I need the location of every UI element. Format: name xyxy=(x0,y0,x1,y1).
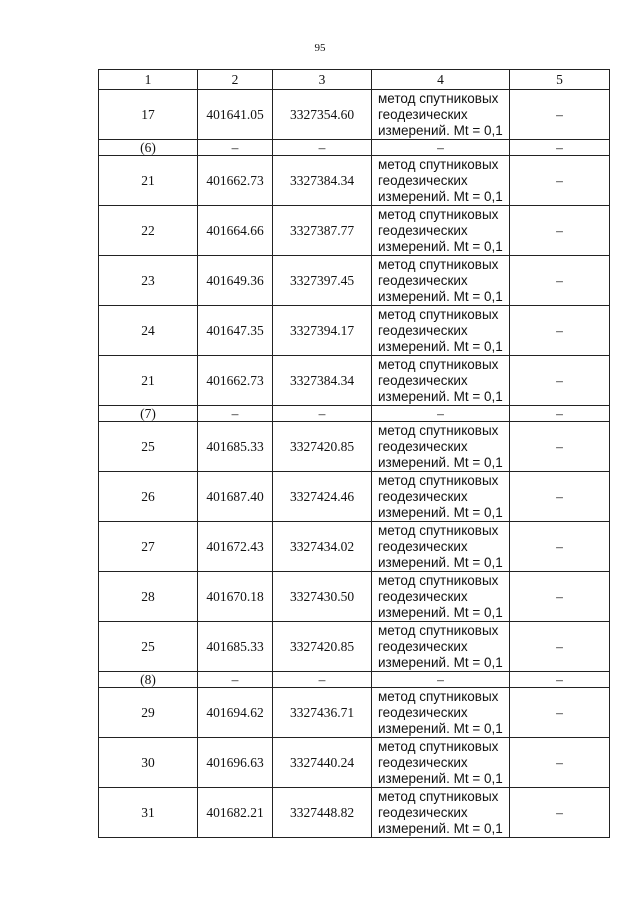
point-number-cell: 31 xyxy=(99,788,198,838)
page-number: 95 xyxy=(314,42,326,54)
x-coordinate-cell: 401662.73 xyxy=(198,356,273,406)
header-cell-1: 1 xyxy=(99,70,198,90)
point-number-cell: 22 xyxy=(99,206,198,256)
y-coordinate-cell: 3327424.46 xyxy=(273,472,372,522)
y-coordinate-cell: 3327354.60 xyxy=(273,90,372,140)
table-row xyxy=(99,522,610,572)
note-cell: – xyxy=(510,522,610,572)
y-coordinate-cell: 3327397.45 xyxy=(273,256,372,306)
point-number-cell: 23 xyxy=(99,256,198,306)
y-coordinate-cell: 3327384.34 xyxy=(273,156,372,206)
table-row xyxy=(99,90,610,140)
header-cell-3: 3 xyxy=(273,70,372,90)
x-coordinate-cell: – xyxy=(198,140,273,156)
table-body xyxy=(99,90,610,838)
table-row xyxy=(99,422,610,472)
y-coordinate-cell: 3327434.02 xyxy=(273,522,372,572)
method-cell: – xyxy=(372,406,510,422)
note-cell: – xyxy=(510,688,610,738)
coordinates-table xyxy=(98,69,610,838)
method-cell: метод спутниковых геодезических измерений. Mt = 0,1 xyxy=(372,622,510,672)
point-number-cell: 17 xyxy=(99,90,198,140)
note-cell: – xyxy=(510,422,610,472)
y-coordinate-cell: – xyxy=(273,140,372,156)
table-row xyxy=(99,472,610,522)
point-number-cell: 25 xyxy=(99,422,198,472)
method-cell: метод спутниковых геодезических измерений. Mt = 0,1 xyxy=(372,256,510,306)
method-cell: метод спутниковых геодезических измерений. Mt = 0,1 xyxy=(372,90,510,140)
method-cell: метод спутниковых геодезических измерений. Mt = 0,1 xyxy=(372,572,510,622)
point-number-cell: 29 xyxy=(99,688,198,738)
point-number-cell: 21 xyxy=(99,356,198,406)
header-cell-2: 2 xyxy=(198,70,273,90)
x-coordinate-cell: 401647.35 xyxy=(198,306,273,356)
point-number-cell: 27 xyxy=(99,522,198,572)
method-cell: – xyxy=(372,140,510,156)
table-row xyxy=(99,572,610,622)
x-coordinate-cell: 401685.33 xyxy=(198,622,273,672)
point-number-cell: 21 xyxy=(99,156,198,206)
table-row xyxy=(99,622,610,672)
method-cell: – xyxy=(372,672,510,688)
note-cell: – xyxy=(510,140,610,156)
header-cell-5: 5 xyxy=(510,70,610,90)
y-coordinate-cell: – xyxy=(273,672,372,688)
table-row xyxy=(99,306,610,356)
point-number-cell: (7) xyxy=(99,406,198,422)
method-cell: метод спутниковых геодезических измерений. Mt = 0,1 xyxy=(372,306,510,356)
table-header-row xyxy=(99,70,610,90)
y-coordinate-cell: – xyxy=(273,406,372,422)
x-coordinate-cell: 401696.63 xyxy=(198,738,273,788)
x-coordinate-cell: 401694.62 xyxy=(198,688,273,738)
point-number-cell: (8) xyxy=(99,672,198,688)
method-cell: метод спутниковых геодезических измерений. Mt = 0,1 xyxy=(372,422,510,472)
note-cell: – xyxy=(510,206,610,256)
note-cell: – xyxy=(510,156,610,206)
x-coordinate-cell: – xyxy=(198,406,273,422)
y-coordinate-cell: 3327448.82 xyxy=(273,788,372,838)
x-coordinate-cell: 401687.40 xyxy=(198,472,273,522)
y-coordinate-cell: 3327420.85 xyxy=(273,422,372,472)
y-coordinate-cell: 3327394.17 xyxy=(273,306,372,356)
note-cell: – xyxy=(510,90,610,140)
note-cell: – xyxy=(510,672,610,688)
method-cell: метод спутниковых геодезических измерений. Mt = 0,1 xyxy=(372,156,510,206)
method-cell: метод спутниковых геодезических измерений. Mt = 0,1 xyxy=(372,522,510,572)
contour-separator-row xyxy=(99,672,610,688)
note-cell: – xyxy=(510,788,610,838)
contour-separator-row xyxy=(99,140,610,156)
method-cell: метод спутниковых геодезических измерений. Mt = 0,1 xyxy=(372,472,510,522)
y-coordinate-cell: 3327430.50 xyxy=(273,572,372,622)
y-coordinate-cell: 3327387.77 xyxy=(273,206,372,256)
contour-separator-row xyxy=(99,406,610,422)
table-row xyxy=(99,738,610,788)
method-cell: метод спутниковых геодезических измерений. Mt = 0,1 xyxy=(372,356,510,406)
note-cell: – xyxy=(510,306,610,356)
header-cell-4: 4 xyxy=(372,70,510,90)
table-row xyxy=(99,206,610,256)
point-number-cell: 24 xyxy=(99,306,198,356)
note-cell: – xyxy=(510,356,610,406)
table-row xyxy=(99,256,610,306)
x-coordinate-cell: 401641.05 xyxy=(198,90,273,140)
x-coordinate-cell: 401682.21 xyxy=(198,788,273,838)
x-coordinate-cell: 401664.66 xyxy=(198,206,273,256)
y-coordinate-cell: 3327440.24 xyxy=(273,738,372,788)
note-cell: – xyxy=(510,622,610,672)
note-cell: – xyxy=(510,572,610,622)
y-coordinate-cell: 3327384.34 xyxy=(273,356,372,406)
x-coordinate-cell: 401649.36 xyxy=(198,256,273,306)
x-coordinate-cell: 401685.33 xyxy=(198,422,273,472)
x-coordinate-cell: – xyxy=(198,672,273,688)
method-cell: метод спутниковых геодезических измерений. Mt = 0,1 xyxy=(372,688,510,738)
point-number-cell: 30 xyxy=(99,738,198,788)
method-cell: метод спутниковых геодезических измерений. Mt = 0,1 xyxy=(372,206,510,256)
y-coordinate-cell: 3327420.85 xyxy=(273,622,372,672)
table-row xyxy=(99,356,610,406)
y-coordinate-cell: 3327436.71 xyxy=(273,688,372,738)
table-row xyxy=(99,788,610,838)
note-cell: – xyxy=(510,406,610,422)
note-cell: – xyxy=(510,472,610,522)
note-cell: – xyxy=(510,738,610,788)
point-number-cell: 28 xyxy=(99,572,198,622)
x-coordinate-cell: 401672.43 xyxy=(198,522,273,572)
x-coordinate-cell: 401670.18 xyxy=(198,572,273,622)
point-number-cell: (6) xyxy=(99,140,198,156)
method-cell: метод спутниковых геодезических измерений. Mt = 0,1 xyxy=(372,788,510,838)
table-row xyxy=(99,156,610,206)
table-row xyxy=(99,688,610,738)
point-number-cell: 25 xyxy=(99,622,198,672)
point-number-cell: 26 xyxy=(99,472,198,522)
method-cell: метод спутниковых геодезических измерений. Mt = 0,1 xyxy=(372,738,510,788)
x-coordinate-cell: 401662.73 xyxy=(198,156,273,206)
note-cell: – xyxy=(510,256,610,306)
